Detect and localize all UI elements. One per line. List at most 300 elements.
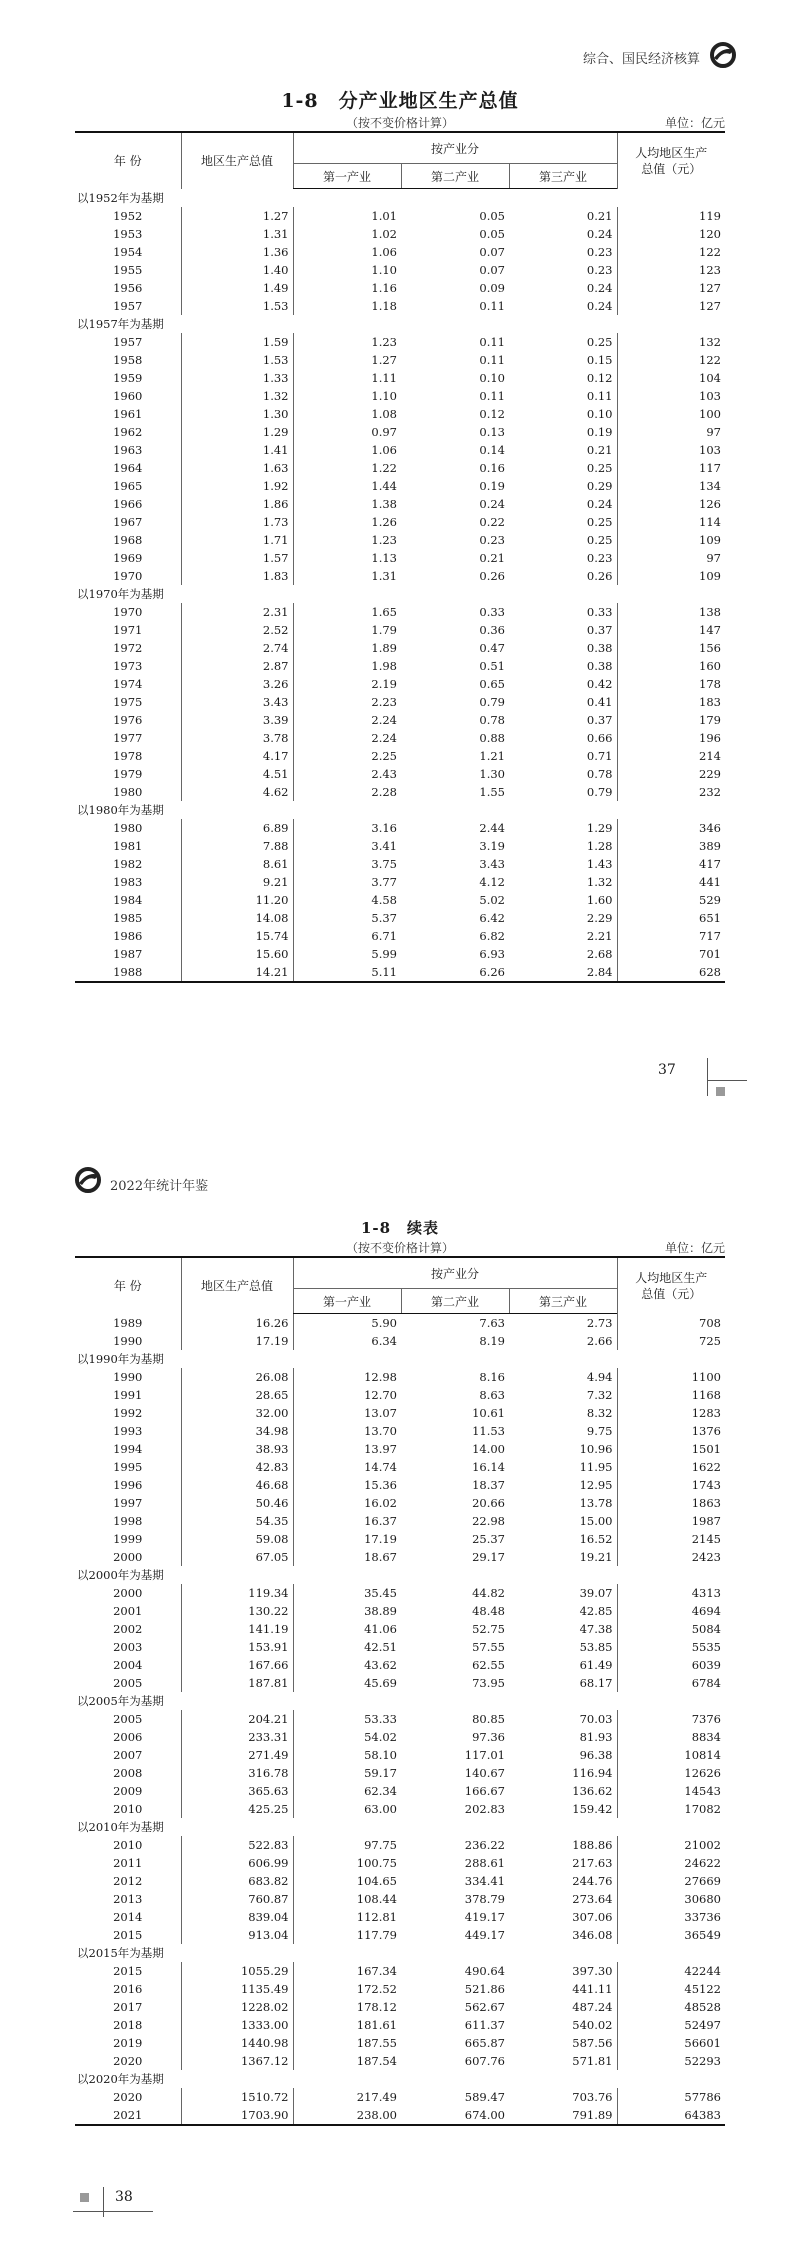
cell-year: 1990 — [113, 1370, 143, 1384]
cell-year: 2018 — [113, 2018, 143, 2032]
cell-tertiary: 587.56 — [572, 2036, 613, 2050]
cell-year: 2012 — [113, 1874, 143, 1888]
cell-secondary: 0.88 — [479, 731, 505, 745]
cell-tertiary: 0.19 — [586, 425, 613, 439]
cell-primary: 178.12 — [293, 1998, 401, 2016]
cell-secondary: 0.22 — [479, 515, 505, 529]
cell-grp: 1.59 — [181, 333, 293, 351]
base-period-label: 以2015年为基期 — [77, 1946, 164, 1960]
cell-primary: 1.98 — [293, 657, 401, 675]
cell-year: 1988 — [75, 963, 181, 982]
cell-secondary: 0.36 — [479, 623, 505, 637]
cell-per-capita: 5535 — [617, 1638, 725, 1656]
section-header-row — [75, 1566, 725, 1584]
cell-tertiary: 0.23 — [586, 245, 613, 259]
cell-secondary: 6.82 — [479, 929, 505, 943]
table-row — [75, 549, 725, 567]
cell-primary: 2.19 — [293, 675, 401, 693]
cell-primary: 6.34 — [293, 1332, 401, 1350]
page-corner-line — [73, 2211, 153, 2212]
cell-primary: 5.99 — [293, 945, 401, 963]
section-header-row — [75, 315, 725, 333]
cell-grp: 50.46 — [181, 1494, 293, 1512]
cell-tertiary: 0.79 — [586, 785, 613, 799]
cell-per-capita: 1100 — [617, 1368, 725, 1386]
table-row — [75, 1836, 725, 1854]
cell-primary: 59.17 — [293, 1764, 401, 1782]
cell-year: 1959 — [113, 371, 143, 385]
cell-year: 1995 — [113, 1460, 143, 1474]
cell-grp: 1.57 — [181, 549, 293, 567]
table-row — [75, 351, 725, 369]
cell-primary: 45.69 — [293, 1674, 401, 1692]
cell-primary: 1.06 — [293, 441, 401, 459]
cell-secondary: 73.95 — [472, 1676, 505, 1690]
cell-grp: 6.89 — [181, 819, 293, 837]
cell-tertiary: 397.30 — [572, 1964, 613, 1978]
cell-per-capita: 56601 — [617, 2034, 725, 2052]
cell-grp: 606.99 — [181, 1854, 293, 1872]
table-row — [75, 1962, 725, 1980]
cell-per-capita: 97 — [617, 549, 725, 567]
table-row — [75, 2088, 725, 2106]
cell-per-capita: 10814 — [617, 1746, 725, 1764]
table-row — [75, 2106, 725, 2125]
cell-tertiary: 12.95 — [579, 1478, 613, 1492]
cell-grp: 522.83 — [181, 1836, 293, 1854]
table-row — [75, 891, 725, 909]
cell-year: 1993 — [113, 1424, 143, 1438]
cell-tertiary: 703.76 — [572, 2090, 613, 2104]
cell-primary: 1.08 — [293, 405, 401, 423]
table-row — [75, 297, 725, 315]
cell-primary: 12.70 — [293, 1386, 401, 1404]
table-row — [75, 1710, 725, 1728]
cell-secondary: 80.85 — [472, 1712, 505, 1726]
cell-per-capita: 1743 — [617, 1476, 725, 1494]
cell-year: 1954 — [113, 245, 143, 259]
cell-grp: 1367.12 — [181, 2052, 293, 2070]
cell-tertiary: 47.38 — [579, 1622, 613, 1636]
table-row — [75, 873, 725, 891]
cell-secondary: 97.36 — [472, 1730, 505, 1744]
cell-secondary: 0.10 — [479, 371, 505, 385]
cell-tertiary: 0.38 — [586, 641, 613, 655]
col-grp: 地区生产总值 — [181, 1257, 293, 1314]
table-row — [75, 1764, 725, 1782]
cell-primary: 16.02 — [293, 1494, 401, 1512]
cell-tertiary: 1.29 — [586, 821, 613, 835]
cell-grp: 2.87 — [181, 657, 293, 675]
cell-secondary: 166.67 — [464, 1784, 505, 1798]
cell-year: 1966 — [113, 497, 143, 511]
cell-grp: 4.51 — [181, 765, 293, 783]
cell-year: 1991 — [113, 1388, 143, 1402]
table-row — [75, 513, 725, 531]
cell-primary: 14.74 — [293, 1458, 401, 1476]
cell-tertiary: 61.49 — [579, 1658, 613, 1672]
table-row — [75, 2016, 725, 2034]
cell-tertiary: 0.37 — [586, 713, 613, 727]
col-primary: 第一产业 — [293, 1289, 401, 1314]
base-period-label: 以2010年为基期 — [77, 1820, 164, 1834]
cell-per-capita: 725 — [617, 1332, 725, 1350]
table-row — [75, 729, 725, 747]
cell-per-capita: 1987 — [617, 1512, 725, 1530]
cell-per-capita: 138 — [617, 603, 725, 621]
cell-grp: 1.27 — [181, 207, 293, 225]
cell-per-capita: 6784 — [617, 1674, 725, 1692]
cell-tertiary: 19.21 — [579, 1550, 613, 1564]
col-tertiary: 第三产业 — [509, 164, 617, 189]
cell-grp: 233.31 — [181, 1728, 293, 1746]
cell-per-capita: 12626 — [617, 1764, 725, 1782]
unit-label: 单位：亿元 — [664, 1241, 725, 1255]
cell-tertiary: 0.24 — [586, 299, 613, 313]
cell-grp: 271.49 — [181, 1746, 293, 1764]
table-row — [75, 2034, 725, 2052]
cell-grp: 913.04 — [181, 1926, 293, 1944]
cell-year: 2017 — [113, 2000, 143, 2014]
cell-secondary: 29.17 — [472, 1550, 505, 1564]
cell-tertiary: 0.37 — [586, 623, 613, 637]
cell-tertiary: 136.62 — [572, 1784, 613, 1798]
cell-secondary: 202.83 — [464, 1802, 505, 1816]
cell-secondary: 0.13 — [479, 425, 505, 439]
cell-tertiary: 0.42 — [586, 677, 613, 691]
col-year: 年 份 — [113, 154, 142, 169]
cell-secondary: 0.79 — [479, 695, 505, 709]
table-row — [75, 441, 725, 459]
yearbook-logo-icon — [708, 40, 738, 70]
cell-secondary: 8.19 — [479, 1334, 505, 1348]
cell-tertiary: 13.78 — [579, 1496, 613, 1510]
cell-grp: 1.71 — [181, 531, 293, 549]
table-row — [75, 405, 725, 423]
table-row — [75, 261, 725, 279]
cell-year: 1972 — [113, 641, 143, 655]
cell-per-capita: 5084 — [617, 1620, 725, 1638]
cell-grp: 1.83 — [181, 567, 293, 585]
cell-year: 1953 — [113, 227, 143, 241]
section-header-row — [75, 801, 725, 819]
cell-primary: 3.75 — [293, 855, 401, 873]
cell-per-capita: 178 — [617, 675, 725, 693]
cell-tertiary: 53.85 — [579, 1640, 613, 1654]
table-row — [75, 243, 725, 261]
section-header-row — [75, 189, 725, 208]
cell-year: 2010 — [113, 1802, 143, 1816]
col-secondary: 第二产业 — [401, 1289, 509, 1314]
cell-secondary: 0.21 — [479, 551, 505, 565]
cell-year: 1984 — [113, 893, 143, 907]
cell-per-capita: 123 — [617, 261, 725, 279]
cell-tertiary: 0.78 — [586, 767, 613, 781]
table-row — [75, 639, 725, 657]
cell-secondary: 0.33 — [479, 605, 505, 619]
cell-per-capita: 103 — [617, 387, 725, 405]
cell-secondary: 18.37 — [472, 1478, 505, 1492]
cell-tertiary: 0.11 — [586, 389, 613, 403]
cell-secondary: 490.64 — [464, 1964, 505, 1978]
cell-year: 2004 — [113, 1658, 143, 1672]
table-row — [75, 567, 725, 585]
col-by-industry: 按产业分 — [293, 132, 617, 164]
cell-tertiary: 70.03 — [579, 1712, 613, 1726]
cell-primary: 1.89 — [293, 639, 401, 657]
cell-secondary: 1.21 — [479, 749, 505, 763]
cell-primary: 38.89 — [293, 1602, 401, 1620]
cell-secondary: 8.16 — [479, 1370, 505, 1384]
cell-per-capita: 126 — [617, 495, 725, 513]
col-per-capita: 人均地区生产总值（元） — [617, 132, 725, 189]
cell-year: 2008 — [113, 1766, 143, 1780]
cell-tertiary: 159.42 — [572, 1802, 613, 1816]
cell-secondary: 10.61 — [472, 1406, 505, 1420]
cell-per-capita: 346 — [617, 819, 725, 837]
cell-secondary: 0.24 — [479, 497, 505, 511]
cell-grp: 1.73 — [181, 513, 293, 531]
table-row — [75, 963, 725, 982]
cell-grp: 425.25 — [181, 1800, 293, 1818]
cell-secondary: 2.44 — [479, 821, 505, 835]
table-row — [75, 1368, 725, 1386]
cell-per-capita: 441 — [617, 873, 725, 891]
cell-grp: 3.43 — [181, 693, 293, 711]
cell-grp: 141.19 — [181, 1620, 293, 1638]
page-37 — [0, 0, 800, 1115]
cell-tertiary: 0.24 — [586, 227, 613, 241]
table-title: 1-8 分产业地区生产总值 — [281, 90, 519, 112]
cell-secondary: 607.76 — [464, 2054, 505, 2068]
cell-secondary: 0.11 — [479, 299, 505, 313]
cell-per-capita: 628 — [617, 963, 725, 982]
cell-primary: 13.07 — [293, 1404, 401, 1422]
cell-tertiary: 0.21 — [586, 209, 613, 223]
cell-year: 1989 — [113, 1315, 143, 1330]
cell-secondary: 7.63 — [479, 1316, 505, 1330]
table-row — [75, 1620, 725, 1638]
cell-primary: 112.81 — [293, 1908, 401, 1926]
section-header-row — [75, 1944, 725, 1962]
cell-per-capita: 132 — [617, 333, 725, 351]
cell-primary: 117.79 — [293, 1926, 401, 1944]
cell-per-capita: 8834 — [617, 1728, 725, 1746]
cell-primary: 3.77 — [293, 873, 401, 891]
cell-primary: 1.23 — [293, 333, 401, 351]
table-row — [75, 2052, 725, 2070]
cell-per-capita: 30680 — [617, 1890, 725, 1908]
cell-primary: 43.62 — [293, 1656, 401, 1674]
cell-year: 1973 — [113, 659, 143, 673]
cell-grp: 4.62 — [181, 783, 293, 801]
cell-primary: 13.70 — [293, 1422, 401, 1440]
cell-tertiary: 0.21 — [586, 443, 613, 457]
cell-year: 2014 — [113, 1910, 143, 1924]
table-row — [75, 459, 725, 477]
cell-tertiary: 0.66 — [586, 731, 613, 745]
cell-per-capita: 4313 — [617, 1584, 725, 1602]
cell-year: 2019 — [113, 2036, 143, 2050]
cell-tertiary: 0.24 — [586, 497, 613, 511]
cell-grp: 1.41 — [181, 441, 293, 459]
cell-tertiary: 2.21 — [586, 929, 613, 943]
cell-primary: 13.97 — [293, 1440, 401, 1458]
base-period-label: 以2020年为基期 — [77, 2072, 164, 2086]
cell-per-capita: 4694 — [617, 1602, 725, 1620]
cell-grp: 839.04 — [181, 1908, 293, 1926]
cell-secondary: 611.37 — [464, 2018, 505, 2032]
cell-per-capita: 117 — [617, 459, 725, 477]
col-primary: 第一产业 — [293, 164, 401, 189]
cell-grp: 1333.00 — [181, 2016, 293, 2034]
cell-tertiary: 487.24 — [572, 2000, 613, 2014]
cell-year: 1960 — [113, 389, 143, 403]
base-period-label: 以1952年为基期 — [77, 191, 164, 205]
cell-year: 1957 — [113, 299, 143, 313]
cell-grp: 130.22 — [181, 1602, 293, 1620]
cell-primary: 6.71 — [293, 927, 401, 945]
cell-secondary: 1.30 — [479, 767, 505, 781]
cell-grp: 4.17 — [181, 747, 293, 765]
cell-grp: 16.26 — [181, 1314, 293, 1333]
cell-primary: 1.11 — [293, 369, 401, 387]
cell-tertiary: 346.08 — [572, 1928, 613, 1942]
table-row — [75, 1548, 725, 1566]
cell-secondary: 419.17 — [464, 1910, 505, 1924]
base-period-label: 以1970年为基期 — [77, 587, 164, 601]
cell-year: 1967 — [113, 515, 143, 529]
cell-grp: 3.39 — [181, 711, 293, 729]
cell-tertiary: 116.94 — [572, 1766, 613, 1780]
cell-tertiary: 15.00 — [579, 1514, 613, 1528]
cell-per-capita: 1501 — [617, 1440, 725, 1458]
cell-secondary: 0.11 — [479, 353, 505, 367]
cell-primary: 1.01 — [293, 207, 401, 225]
cell-per-capita: 179 — [617, 711, 725, 729]
cell-primary: 53.33 — [293, 1710, 401, 1728]
cell-year: 1970 — [113, 569, 143, 583]
cell-per-capita: 183 — [617, 693, 725, 711]
cell-tertiary: 0.24 — [586, 281, 613, 295]
cell-year: 1999 — [113, 1532, 143, 1546]
cell-year: 1969 — [113, 551, 143, 565]
cell-grp: 2.74 — [181, 639, 293, 657]
cell-primary: 18.67 — [293, 1548, 401, 1566]
page-corner-mark — [707, 1058, 708, 1096]
cell-secondary: 0.11 — [479, 335, 505, 349]
col-grp: 地区生产总值 — [181, 132, 293, 189]
cell-secondary: 589.47 — [464, 2090, 505, 2104]
table-row — [75, 1404, 725, 1422]
cell-secondary: 0.78 — [479, 713, 505, 727]
cell-per-capita: 27669 — [617, 1872, 725, 1890]
cell-tertiary: 0.23 — [586, 263, 613, 277]
cell-secondary: 3.43 — [479, 857, 505, 871]
running-header: 2022年统计年鉴 — [110, 1179, 209, 1194]
cell-primary: 5.11 — [293, 963, 401, 982]
cell-secondary: 62.55 — [472, 1658, 505, 1672]
cell-grp: 46.68 — [181, 1476, 293, 1494]
cell-grp: 1.92 — [181, 477, 293, 495]
section-header-row — [75, 585, 725, 603]
cell-year: 1976 — [113, 713, 143, 727]
cell-secondary: 0.14 — [479, 443, 505, 457]
cell-grp: 15.74 — [181, 927, 293, 945]
cell-primary: 167.34 — [293, 1962, 401, 1980]
cell-year: 2009 — [113, 1784, 143, 1798]
cell-secondary: 0.19 — [479, 479, 505, 493]
cell-tertiary: 1.60 — [586, 893, 613, 907]
section-header-row — [75, 1692, 725, 1710]
table-row — [75, 1386, 725, 1404]
cell-per-capita: 21002 — [617, 1836, 725, 1854]
table-row — [75, 1314, 725, 1333]
table-subtitle: （按不变价格计算） — [345, 1241, 454, 1255]
table-row — [75, 1584, 725, 1602]
cell-per-capita: 7376 — [617, 1710, 725, 1728]
cell-secondary: 3.19 — [479, 839, 505, 853]
cell-grp: 204.21 — [181, 1710, 293, 1728]
cell-per-capita: 109 — [617, 531, 725, 549]
cell-secondary: 521.86 — [464, 1982, 505, 1996]
cell-grp: 3.78 — [181, 729, 293, 747]
cell-tertiary: 2.73 — [586, 1316, 613, 1330]
cell-year: 1970 — [113, 605, 143, 619]
cell-per-capita: 147 — [617, 621, 725, 639]
table-row — [75, 1890, 725, 1908]
cell-tertiary: 7.32 — [586, 1388, 613, 1402]
cell-per-capita: 717 — [617, 927, 725, 945]
cell-secondary: 0.47 — [479, 641, 505, 655]
cell-grp: 15.60 — [181, 945, 293, 963]
cell-secondary: 288.61 — [464, 1856, 505, 1870]
table-row — [75, 837, 725, 855]
cell-primary: 58.10 — [293, 1746, 401, 1764]
cell-per-capita: 45122 — [617, 1980, 725, 1998]
cell-grp: 28.65 — [181, 1386, 293, 1404]
cell-grp: 1.31 — [181, 225, 293, 243]
table-subtitle: （按不变价格计算） — [345, 116, 454, 130]
cell-primary: 35.45 — [293, 1584, 401, 1602]
cell-tertiary: 68.17 — [579, 1676, 613, 1690]
cell-grp: 9.21 — [181, 873, 293, 891]
base-period-label: 以1957年为基期 — [77, 317, 164, 331]
cell-tertiary: 1.32 — [586, 875, 613, 889]
cell-per-capita: 42244 — [617, 1962, 725, 1980]
cell-grp: 34.98 — [181, 1422, 293, 1440]
cell-primary: 2.43 — [293, 765, 401, 783]
cell-secondary: 334.41 — [464, 1874, 505, 1888]
cell-grp: 316.78 — [181, 1764, 293, 1782]
cell-secondary: 0.05 — [479, 227, 505, 241]
table-row — [75, 369, 725, 387]
data-table-1 — [75, 131, 725, 983]
cell-tertiary: 0.71 — [586, 749, 613, 763]
cell-year: 1961 — [113, 407, 143, 421]
cell-secondary: 140.67 — [464, 1766, 505, 1780]
cell-secondary: 117.01 — [464, 1748, 505, 1762]
cell-grp: 32.00 — [181, 1404, 293, 1422]
table-row — [75, 1332, 725, 1350]
cell-per-capita: 156 — [617, 639, 725, 657]
cell-per-capita: 103 — [617, 441, 725, 459]
cell-per-capita: 417 — [617, 855, 725, 873]
cell-grp: 1.29 — [181, 423, 293, 441]
cell-secondary: 0.07 — [479, 245, 505, 259]
table-row — [75, 909, 725, 927]
cell-primary: 2.23 — [293, 693, 401, 711]
